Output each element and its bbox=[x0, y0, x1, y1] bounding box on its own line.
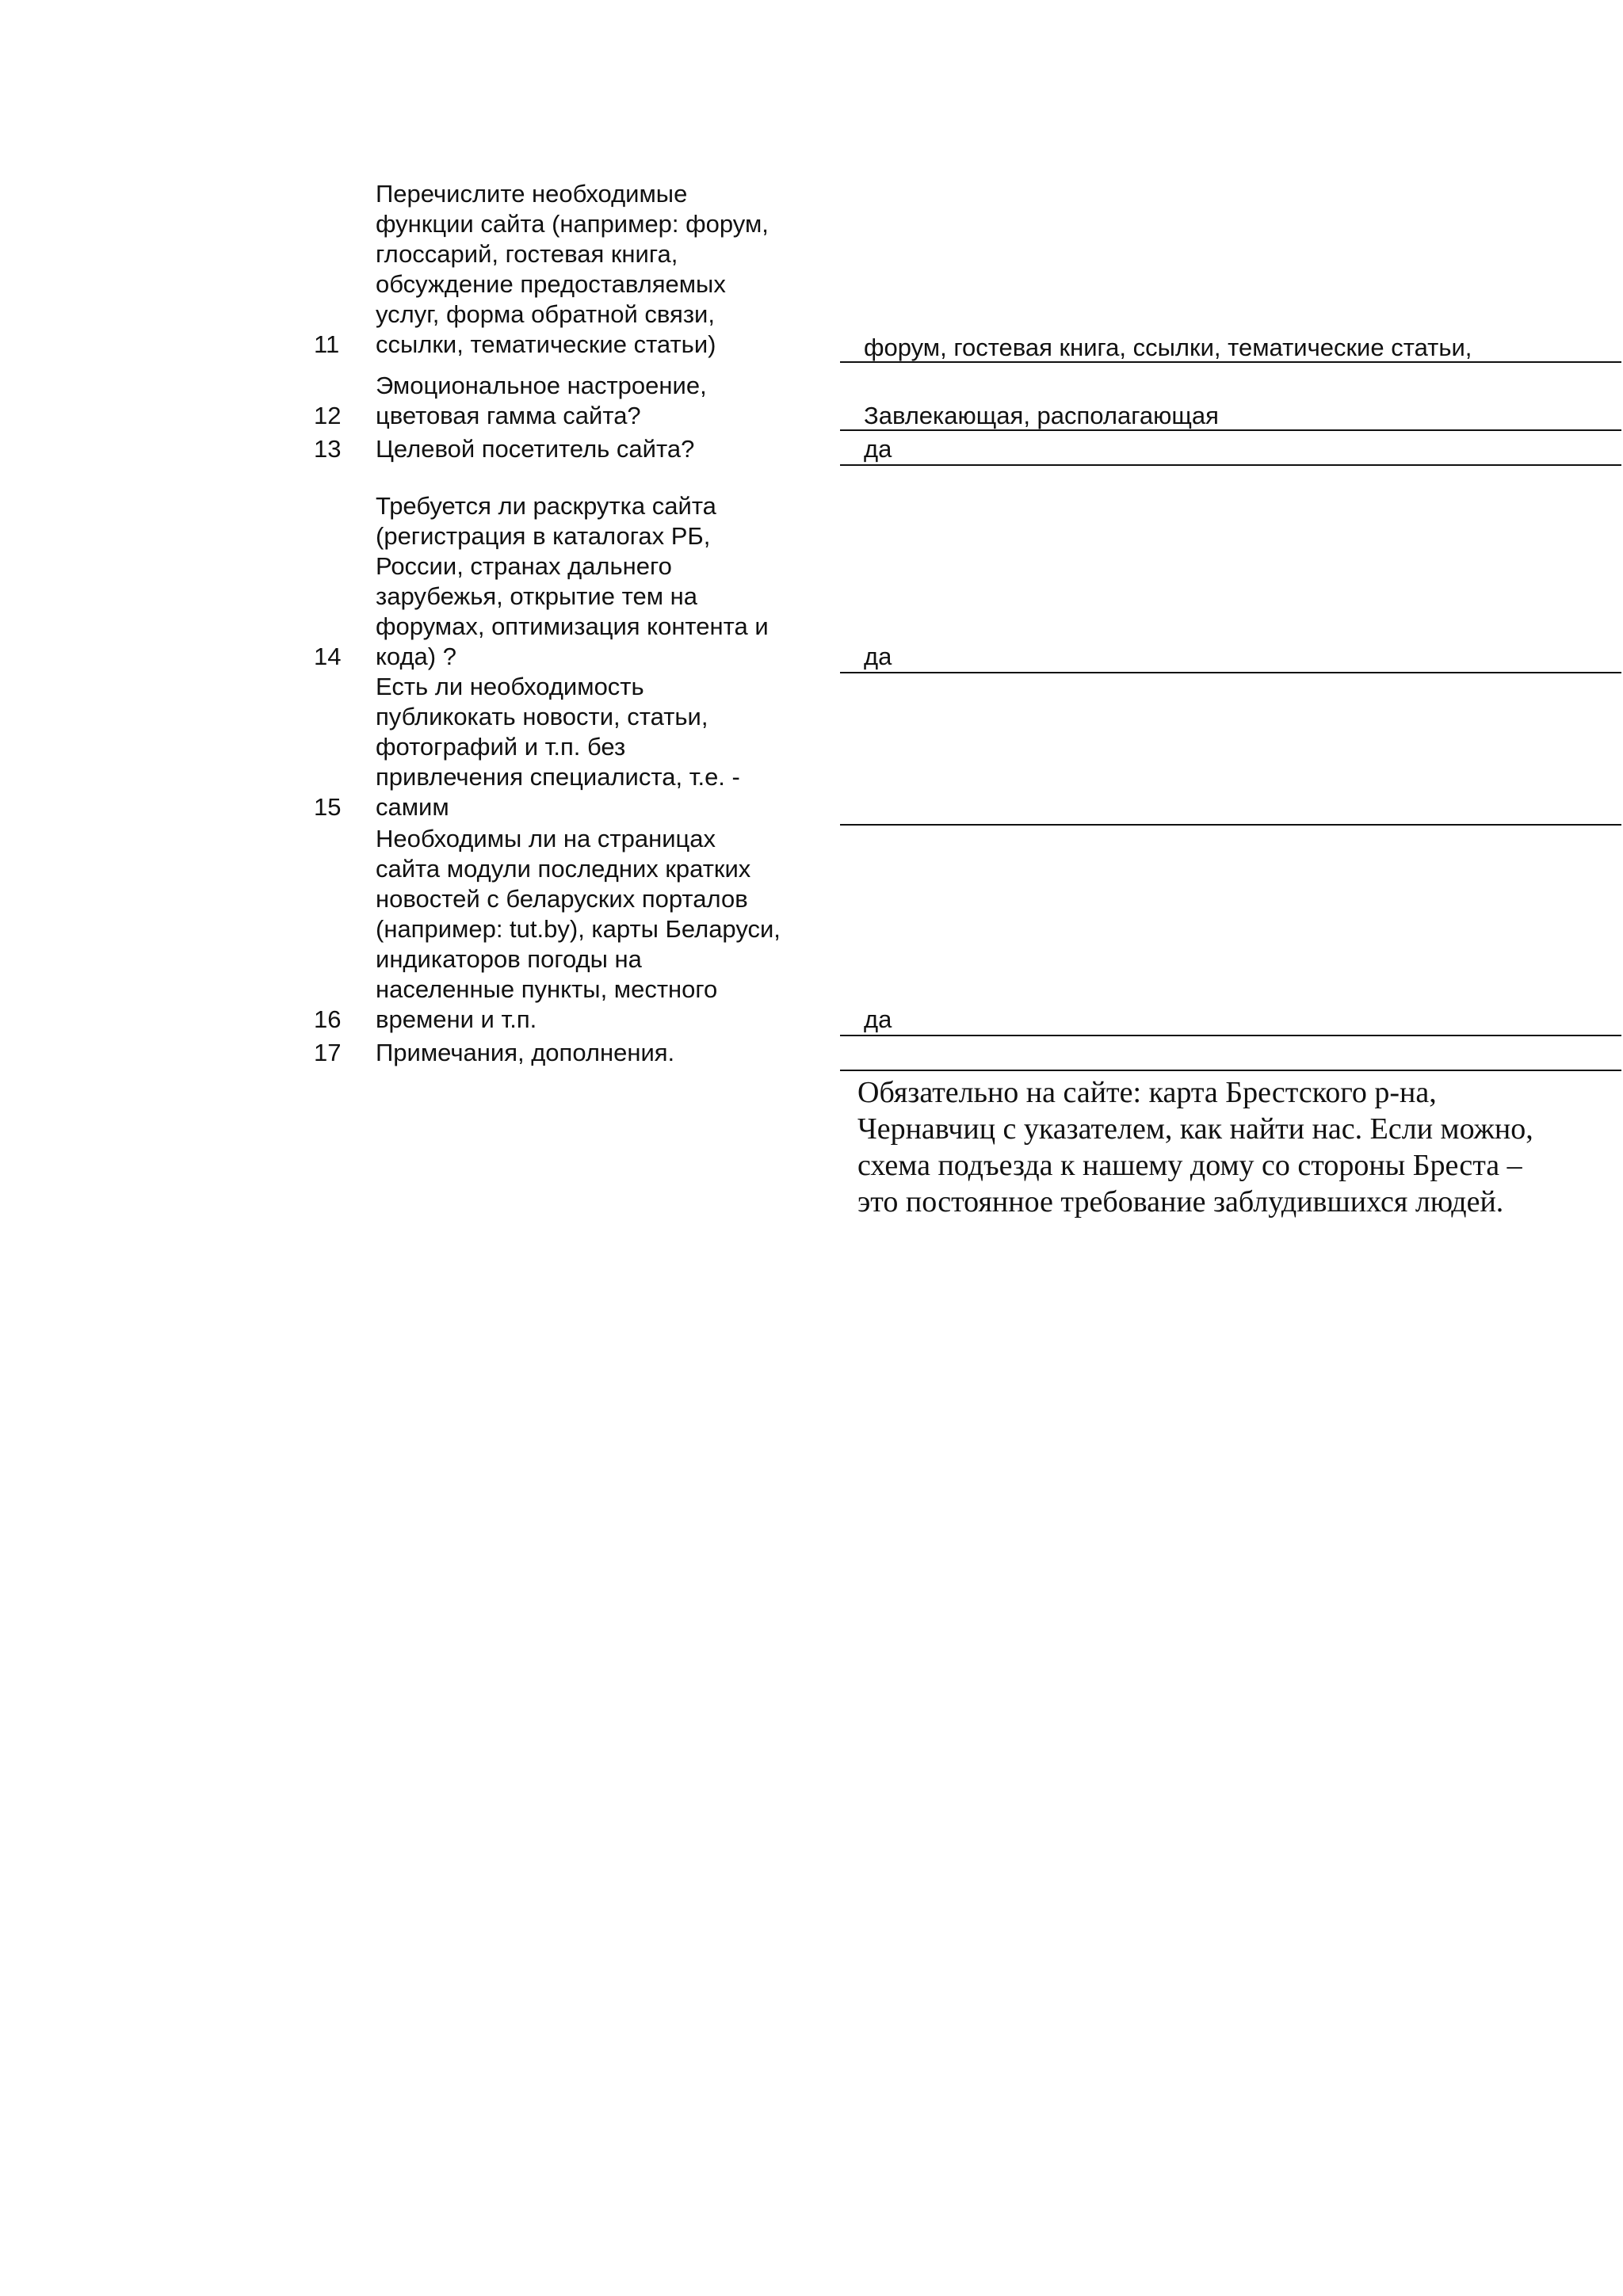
question-line: Есть ли необходимость bbox=[376, 673, 644, 700]
question-line: функции сайта (например: форум, bbox=[376, 210, 769, 238]
question-line: (регистрация в каталогах РБ, bbox=[376, 522, 711, 550]
question-16 bbox=[376, 824, 827, 1035]
question-15 bbox=[376, 672, 827, 822]
question-line: Перечислите необходимые bbox=[376, 180, 688, 208]
row-number-16: 16 bbox=[314, 1005, 342, 1033]
question-line: фотографий и т.п. без bbox=[376, 733, 626, 761]
row-number-17: 17 bbox=[314, 1039, 342, 1066]
question-line: индикаторов погоды на bbox=[376, 945, 642, 973]
question-14 bbox=[376, 491, 827, 672]
question-line: Требуется ли раскрутка сайта bbox=[376, 492, 716, 520]
answer-11: форум, гостевая книга, ссылки, тематические статьи, bbox=[864, 334, 1472, 361]
note-line: это постоянное требование заблудившихся людей. bbox=[857, 1185, 1504, 1219]
question-17 bbox=[376, 1038, 827, 1068]
answer-line-15 bbox=[840, 824, 1621, 826]
question-line: новостей с беларуских порталов bbox=[376, 885, 748, 913]
row-number-12: 12 bbox=[314, 402, 342, 429]
answer-line-11 bbox=[840, 361, 1621, 363]
answer-line-14 bbox=[840, 672, 1621, 673]
row-number-15: 15 bbox=[314, 793, 342, 821]
question-line: глоссарий, гостевая книга, bbox=[376, 240, 678, 268]
question-line: России, странах дальнего bbox=[376, 552, 672, 580]
question-line: услуг, форма обратной связи, bbox=[376, 300, 715, 328]
answer-12: Завлекающая, располагающая bbox=[864, 402, 1219, 429]
question-line: Примечания, дополнения. bbox=[376, 1039, 675, 1066]
row-number-14: 14 bbox=[314, 643, 342, 670]
answer-line-16 bbox=[840, 1035, 1621, 1036]
question-line: Целевой посетитель сайта? bbox=[376, 435, 695, 463]
answer-line-17 bbox=[840, 1070, 1621, 1071]
question-line: обсуждение предоставляемых bbox=[376, 270, 726, 298]
question-line: цветовая гамма сайта? bbox=[376, 402, 641, 429]
answer-13: да bbox=[864, 435, 892, 463]
row-number-11: 11 bbox=[314, 330, 340, 358]
question-12 bbox=[376, 371, 827, 431]
question-line: самим bbox=[376, 793, 449, 821]
note-line: схема подъезда к нашему дому со стороны Бреста – bbox=[857, 1149, 1522, 1182]
question-line: сайта модули последних кратких bbox=[376, 855, 751, 883]
answer-line-12 bbox=[840, 429, 1621, 431]
question-line: Эмоциональное настроение, bbox=[376, 372, 707, 399]
question-line: Необходимы ли на страницах bbox=[376, 825, 716, 852]
answer-16: да bbox=[864, 1005, 892, 1033]
note-line: Чернавчиц с указателем, как найти нас. Если можно, bbox=[857, 1112, 1533, 1146]
note-line: Обязательно на сайте: карта Брестского р-на, bbox=[857, 1076, 1437, 1109]
question-line: зарубежья, открытие тем на bbox=[376, 582, 697, 610]
question-line: (например: tut.by), карты Беларуси, bbox=[376, 915, 781, 943]
question-line: времени и т.п. bbox=[376, 1005, 537, 1033]
row-number-13: 13 bbox=[314, 435, 342, 463]
question-line: ссылки, тематические статьи) bbox=[376, 330, 716, 358]
question-line: кода) ? bbox=[376, 643, 456, 670]
question-13 bbox=[376, 434, 827, 464]
answer-14: да bbox=[864, 643, 892, 670]
answer-line-13 bbox=[840, 464, 1621, 466]
note-text bbox=[857, 1074, 1618, 1220]
question-line: форумах, оптимизация контента и bbox=[376, 612, 769, 640]
question-line: населенные пункты, местного bbox=[376, 975, 718, 1003]
question-11 bbox=[376, 179, 827, 360]
question-line: публикокать новости, статьи, bbox=[376, 703, 708, 730]
question-line: привлечения специалиста, т.е. - bbox=[376, 763, 740, 791]
